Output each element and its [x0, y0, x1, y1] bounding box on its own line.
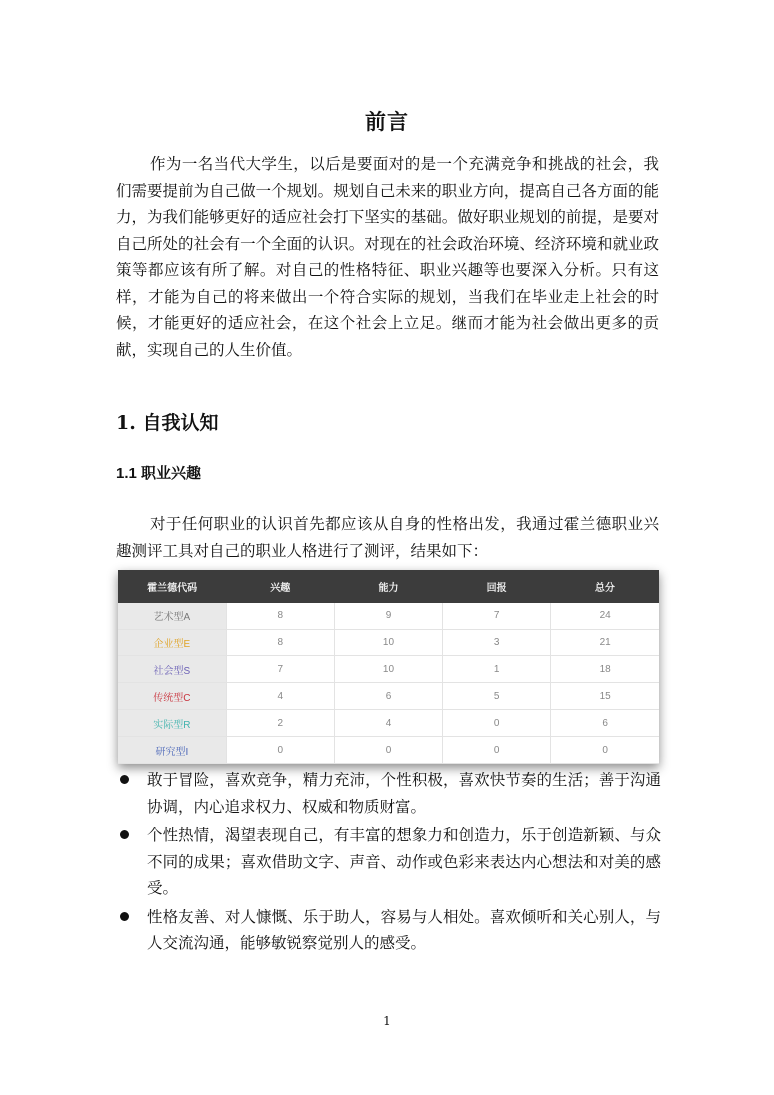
header-cell: 能力	[334, 570, 442, 603]
table-row	[118, 603, 659, 629]
header-cell: 回报	[443, 570, 551, 603]
section-heading: 1. 自我认知	[116, 412, 219, 434]
list-item	[116, 904, 661, 957]
intro-paragraph: 作为一名当代大学生，以后是要面对的是一个充满竞争和挑战的社会，我们需要提前为自己做一个规划。规划自己未来的职业方向，提高自己各方面的能力，为我们能够更好的适应社会打下坚实的基础。做好职业规划的前提，是要对自己所处的社会有一个全面的认识。对现在的社会政治环境、经济环境和就业政策等都应该有所了解。对自己的性格特征、职业兴趣等也要深入分析。只有这样，才能为自己的将来做出一个符合实际的规划，当我们在毕业走上社会的时候，才能更好的适应社会，在这个社会上立足。继而才能为社会做出更多的贡献，实现自己的人生价值。	[116, 155, 659, 359]
value-cell: 6	[551, 710, 659, 737]
table-row	[118, 683, 659, 710]
bullet-icon	[120, 775, 129, 784]
value-cell: 1	[443, 656, 551, 683]
body-paragraph: 对于任何职业的认识首先都应该从自身的性格出发，我通过霍兰德职业兴趣测评工具对自己的职业人格进行了测评，结果如下：	[116, 515, 659, 560]
value-cell: 6	[334, 683, 442, 710]
value-cell: 0	[443, 710, 551, 737]
subsection-heading: 1.1 职业兴趣	[116, 465, 202, 482]
bullet-icon	[120, 912, 129, 921]
list-item	[116, 822, 661, 902]
type-cell: 研究型I	[118, 737, 226, 764]
bullet-icon	[120, 830, 129, 839]
list-item	[116, 767, 661, 820]
page-title: 前言	[365, 109, 409, 134]
header-cell: 兴趣	[226, 570, 334, 603]
value-cell: 10	[334, 656, 442, 683]
value-cell: 4	[334, 710, 442, 737]
table-row	[118, 656, 659, 683]
bullet-list	[116, 767, 661, 959]
value-cell: 15	[551, 683, 659, 710]
header-cell: 霍兰德代码	[118, 570, 226, 603]
list-item-text: 敢于冒险，喜欢竞争，精力充沛，个性积极，喜欢快节奏的生活；善于沟通协调，内心追求权力、权威和物质财富。	[147, 771, 661, 816]
table-header-row	[118, 570, 659, 603]
value-cell: 5	[443, 683, 551, 710]
type-cell: 传统型C	[118, 683, 226, 710]
table-row	[118, 737, 659, 764]
type-cell: 企业型E	[118, 629, 226, 656]
value-cell: 8	[226, 629, 334, 656]
value-cell: 24	[551, 603, 659, 629]
value-cell: 0	[334, 737, 442, 764]
value-cell: 21	[551, 629, 659, 656]
value-cell: 10	[334, 629, 442, 656]
table-row	[118, 629, 659, 656]
value-cell: 0	[443, 737, 551, 764]
list-item-text: 个性热情，渴望表现自己，有丰富的想象力和创造力，乐于创造新颖、与众不同的成果；喜欢借助文字、声音、动作或色彩来表达内心想法和对美的感受。	[147, 826, 661, 897]
value-cell: 2	[226, 710, 334, 737]
value-cell: 4	[226, 683, 334, 710]
list-item-text: 性格友善、对人慷慨、乐于助人，容易与人相处。喜欢倾听和关心别人，与人交流沟通，能够敏锐察觉别人的感受。	[147, 907, 661, 952]
type-cell: 艺术型A	[118, 603, 226, 629]
page-number: 1	[383, 1014, 391, 1028]
table-row	[118, 710, 659, 737]
value-cell: 7	[226, 656, 334, 683]
header-cell: 总分	[551, 570, 659, 603]
holland-table	[118, 570, 659, 764]
type-cell: 社会型S	[118, 656, 226, 683]
value-cell: 7	[443, 603, 551, 629]
value-cell: 3	[443, 629, 551, 656]
value-cell: 0	[551, 737, 659, 764]
value-cell: 9	[334, 603, 442, 629]
value-cell: 8	[226, 603, 334, 629]
value-cell: 18	[551, 656, 659, 683]
value-cell: 0	[226, 737, 334, 764]
type-cell: 实际型R	[118, 710, 226, 737]
